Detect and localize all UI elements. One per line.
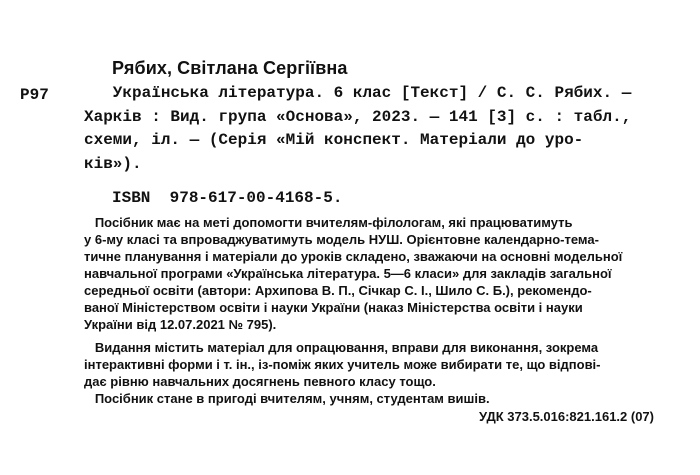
bibliographic-description [84, 82, 654, 176]
description-line: Харків : Вид. група «Основа», 2023. — 141 [3] с. : табл., [84, 107, 632, 126]
abstract-line: ваної Міністерством освіти і науки України (наказ Міністерства освіти і науки [84, 300, 583, 315]
abstract-paragraph [84, 339, 654, 390]
isbn: ISBN 978-617-00-4168-5. [112, 189, 343, 207]
abstract-line: Посібник має на меті допомогти вчителям-філологам, які працюватимуть [84, 215, 573, 230]
description-line: ків»). [84, 154, 142, 173]
abstract-line: Видання містить матеріал для опрацювання, вправи для виконання, зокрема [84, 340, 599, 355]
author-code: Р97 [20, 86, 49, 104]
abstract [84, 214, 654, 407]
description-line: Українська література. 6 клас [Текст] / С. С. Рябих. — [84, 84, 632, 102]
abstract-line: середньої освіти (автори: Архипова В. П., Січкар С. І., Шило С. Б.), рекомендо- [84, 283, 592, 298]
abstract-line: тичне планування і матеріали до уроків складено, зважаючи на основні модельної [84, 249, 623, 264]
abstract-line: навчальної програми «Українська література. 5—6 класи» для закладів загальної [84, 266, 612, 281]
abstract-line: Посібник стане в пригоді вчителям, учням, студентам вишів. [84, 391, 490, 406]
abstract-line: України від 12.07.2021 № 795). [84, 317, 277, 332]
abstract-line: інтерактивні форми і т. ін., із-поміж яких учитель може вибирати те, що відпові- [84, 357, 601, 372]
description-line: схеми, іл. — (Серія «Мій конспект. Матеріали до уро- [84, 131, 584, 149]
abstract-paragraph [84, 214, 654, 333]
abstract-paragraph [84, 390, 654, 407]
abstract-line: у 6-му класі та впроваджуватимуть модель НУШ. Орієнтовне календарно-тема- [84, 232, 599, 247]
udk-code: УДК 373.5.016:821.161.2 (07) [479, 409, 654, 424]
abstract-line: дає рівню навчальних досягнень певного класу тощо. [84, 374, 436, 389]
author-heading: Рябих, Світлана Сергіївна [112, 58, 348, 78]
